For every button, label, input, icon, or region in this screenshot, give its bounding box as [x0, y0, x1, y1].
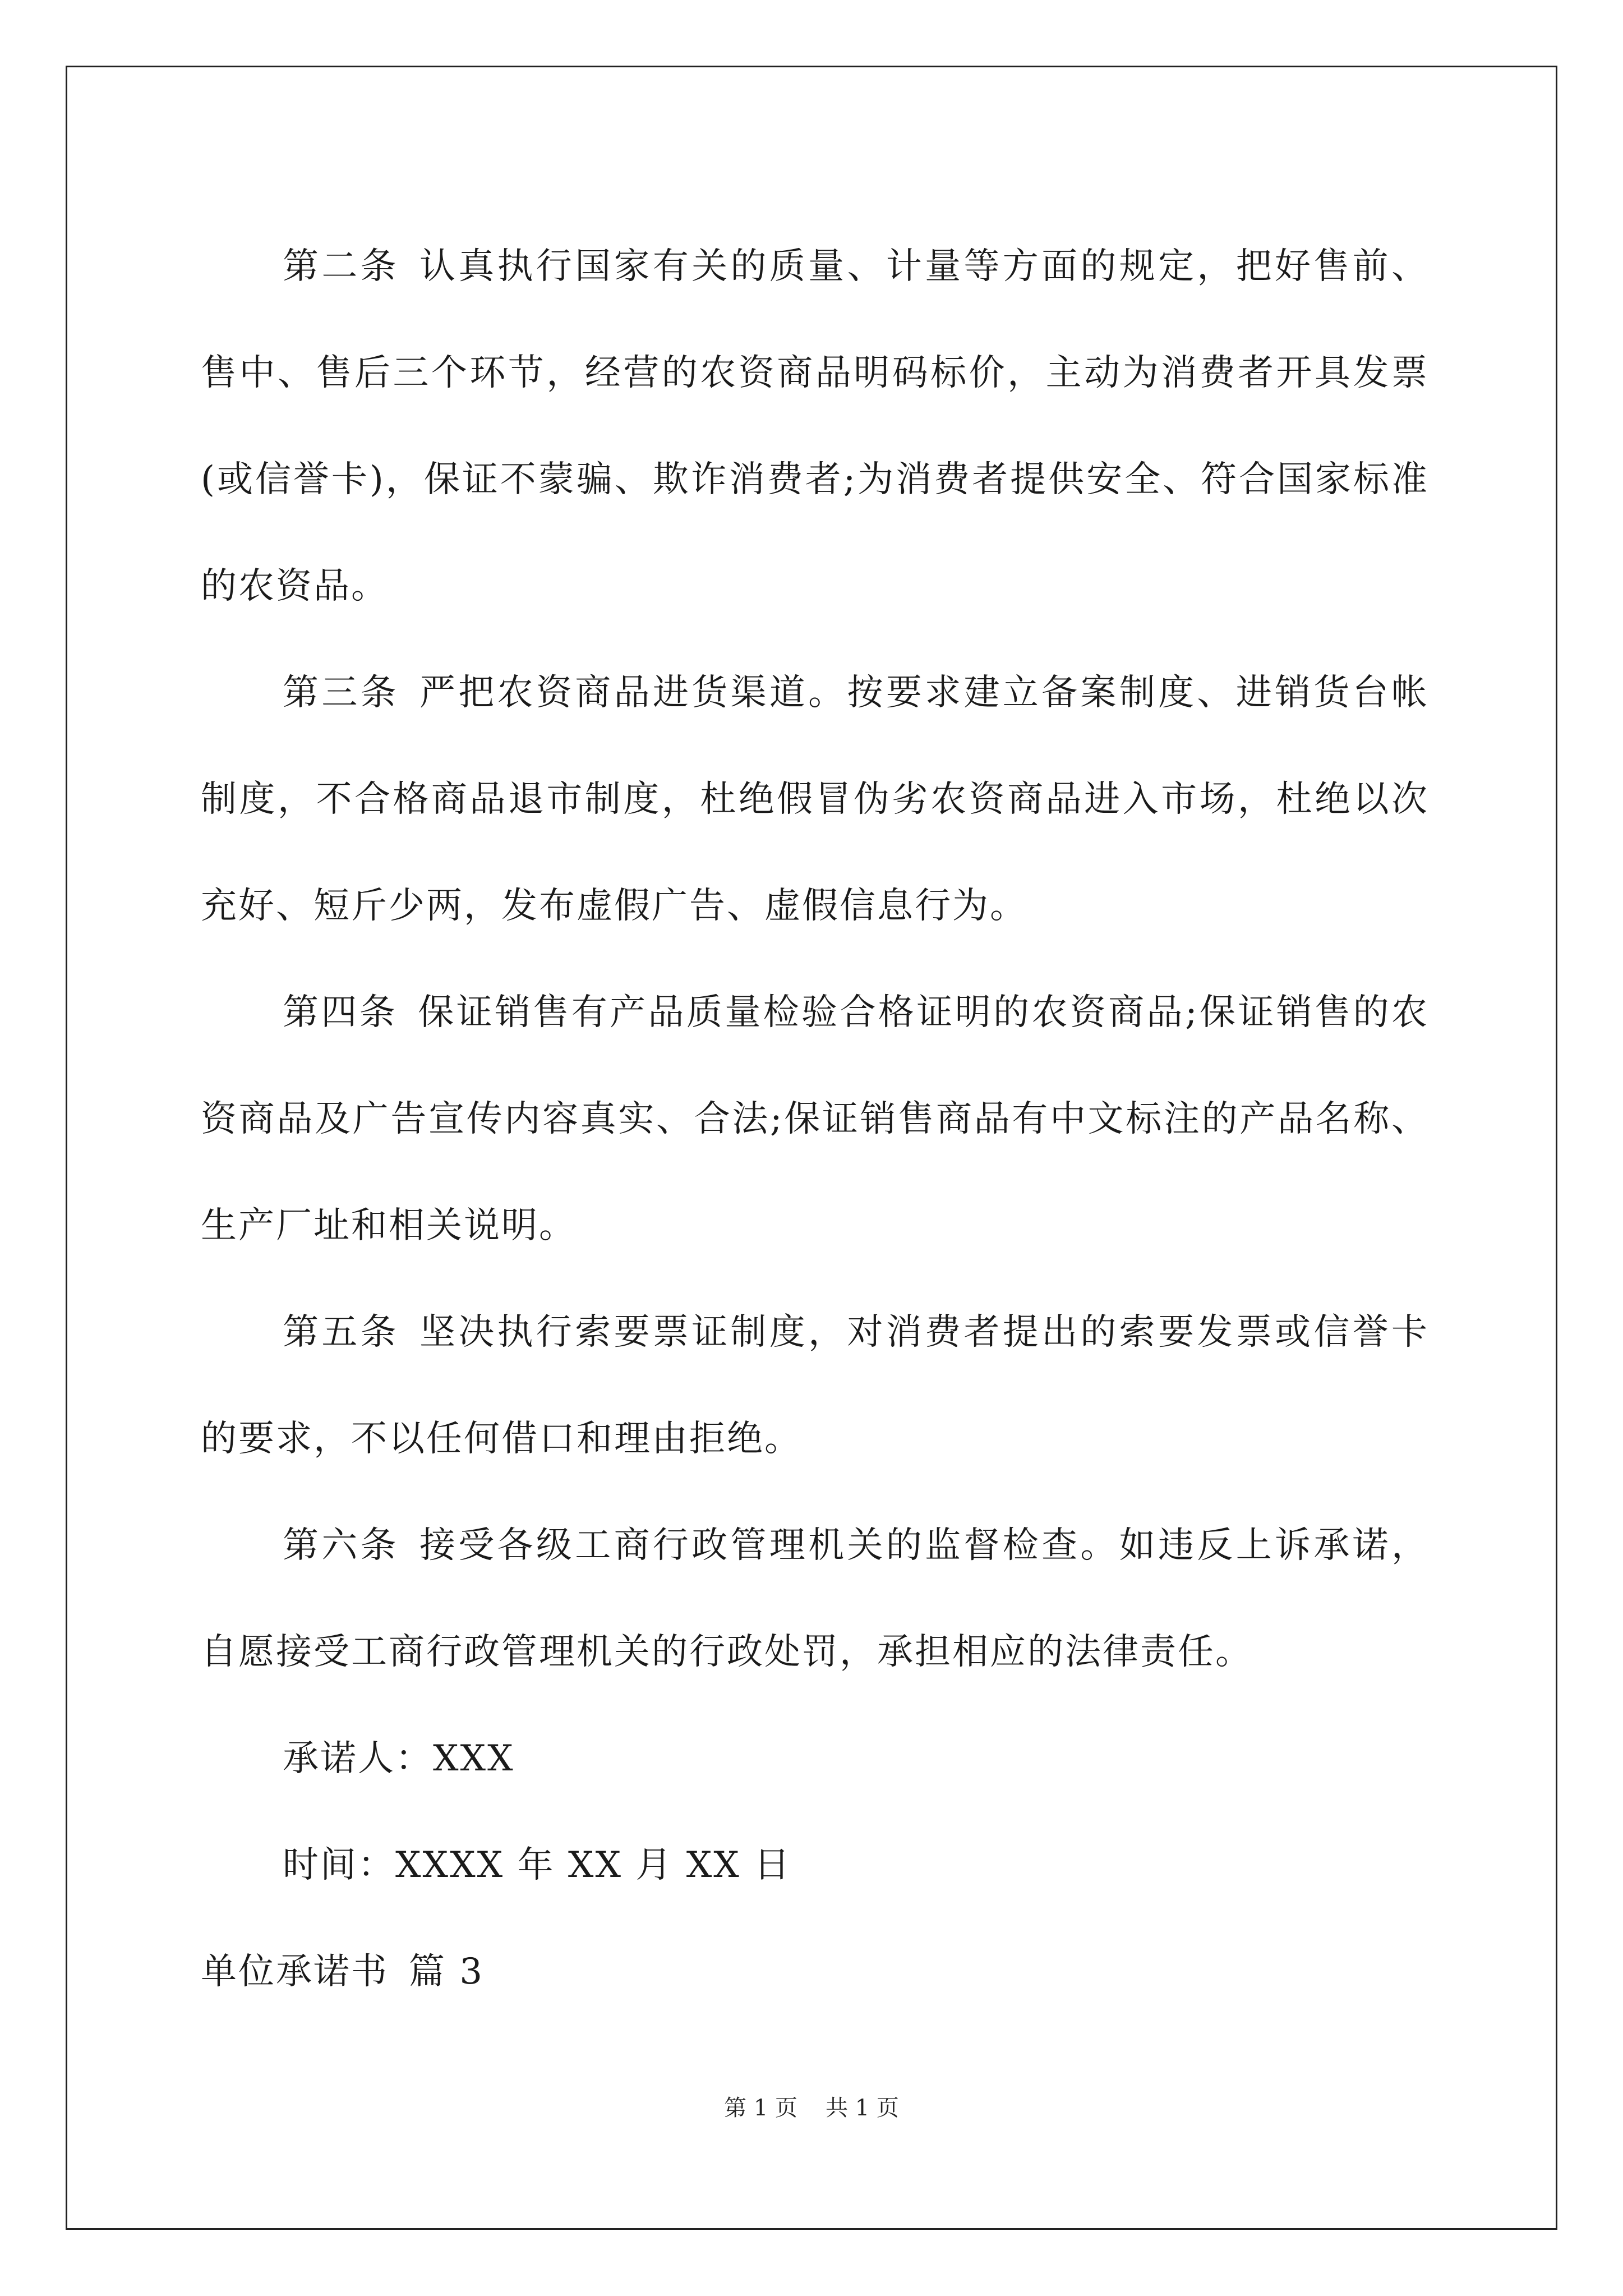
- article-heading: 第五条: [283, 1312, 399, 1353]
- article-text: 坚决执行索要票证制度，对消费者提出的索要发票或信誉卡的要求，不以任何借口和理由拒绝。: [201, 1312, 1430, 1460]
- date-line: 时间：XXXX 年 XX 月 XX 日: [283, 1844, 792, 1886]
- section-title: [201, 1918, 1429, 2025]
- page-footer: [0, 2091, 1623, 2125]
- article-3: [201, 639, 1429, 959]
- article-text: 保证销售有产品质量检验合格证明的农资商品;保证销售的农资商品及广告宣传内容真实、合法;保证销售商品有中文标注的产品名称、生产厂址和相关说明。: [201, 992, 1430, 1246]
- article-heading: 第三条: [283, 672, 399, 714]
- article-text: 认真执行国家有关的质量、计量等方面的规定，把好售前、售中、售后三个环节，经营的农资商品明码标价，主动为消费者开具发票(或信誉卡)，保证不蒙骗、欺诈消费者;为消费者提供安全、符合国家标准的农资品。: [201, 246, 1430, 607]
- article-text: 接受各级工商行政管理机关的监督检查。如违反上诉承诺，自愿接受工商行政管理机关的行政处罚，承担相应的法律责任。: [201, 1525, 1430, 1673]
- article-heading: 第二条: [283, 246, 399, 287]
- section-number: 篇 3: [409, 1951, 485, 1993]
- promisor-line: 承诺人：XXX: [283, 1738, 515, 1779]
- document-body: [201, 213, 1429, 2025]
- article-heading: 第六条: [283, 1525, 399, 1566]
- article-5: [201, 1279, 1429, 1492]
- article-text: 严把农资商品进货渠道。按要求建立备案制度、进销货台帐制度，不合格商品退市制度，杜绝假冒伪劣农资商品进入市场，杜绝以次充好、短斤少两，发布虚假广告、虚假信息行为。: [201, 672, 1430, 927]
- article-2: [201, 213, 1429, 639]
- section-title-text: 单位承诺书: [201, 1951, 389, 1993]
- article-4: [201, 959, 1429, 1279]
- article-6: [201, 1492, 1429, 1705]
- article-heading: 第四条: [283, 992, 398, 1033]
- page-number: 第 1 页: [724, 2095, 797, 2121]
- page-total: 共 1 页: [826, 2095, 899, 2121]
